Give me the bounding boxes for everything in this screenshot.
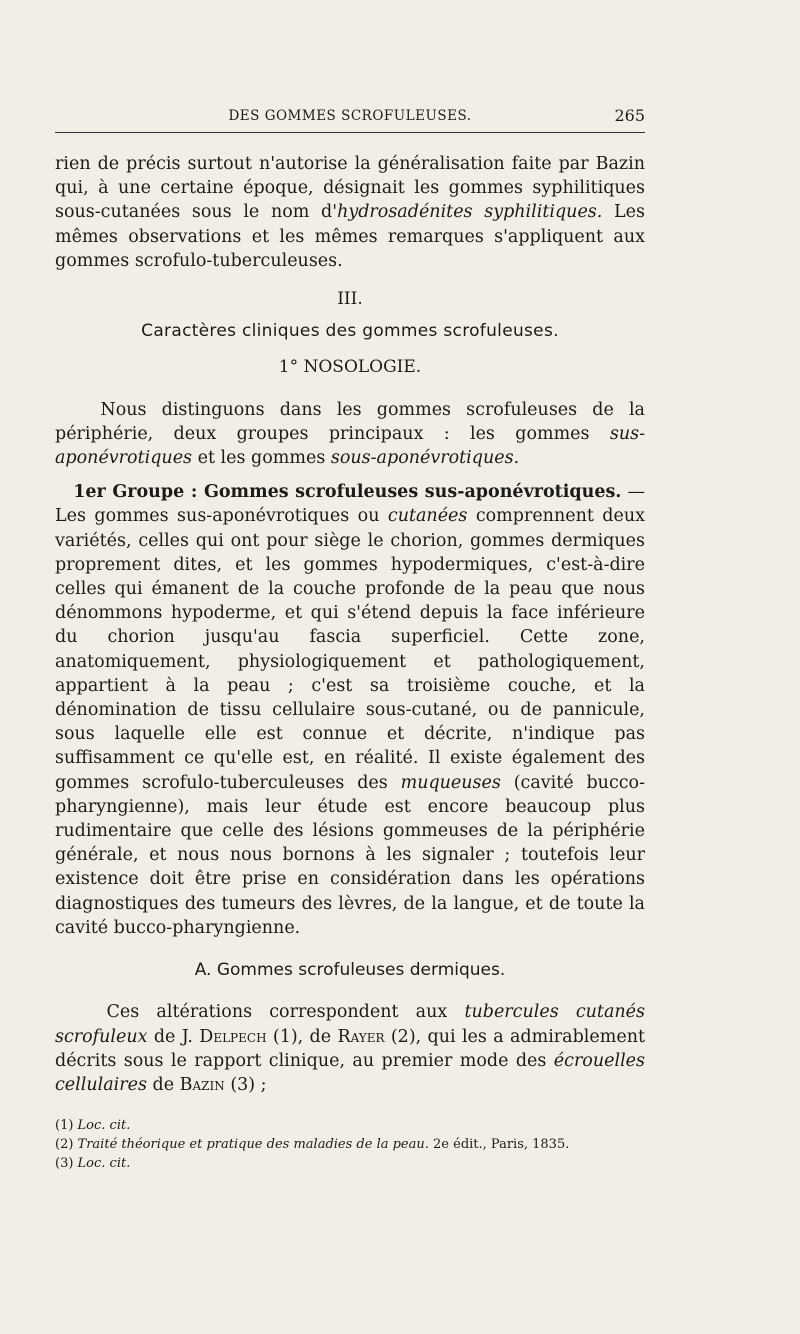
page-header: [55, 104, 645, 133]
page-number: 265: [614, 106, 645, 125]
subsection-a-heading: A. Gommes scrofuleuses dermiques.: [194, 960, 506, 981]
paragraph-groups: Nous distinguons dans les gommes scrofuleuses de la périphérie, deux groupes principaux : les gommes sus-aponévrotiques et les gommes sous-aponévrotiques.: [55, 399, 645, 469]
subsection-heading: 1° NOSOLOGIE.: [278, 357, 422, 378]
section-numeral: III.: [337, 289, 363, 310]
paragraph-dermal: Ces altérations correspondent aux tubercules cutanés scrofuleux de J. Delpech (1), de Rayer (2), qui les a admirablement décrits sous le rapport clinique, au premier mode des écrouelles cellulaires de Bazin (3) ;: [55, 1002, 645, 1095]
footnote-1: (1) Loc. cit.: [55, 1118, 131, 1133]
group-heading: 1er Groupe : Gommes scrofuleuses sus-aponévrotiques.: [73, 482, 622, 503]
section-heading: Caractères cliniques des gommes scrofuleuses.: [141, 321, 559, 342]
paragraph-intro: rien de précis surtout n'autorise la généralisation faite par Bazin qui, à une certaine époque, désignait les gommes syphilitiques sous-cutanées sous le nom d'hydrosadénites syphilitiques. Les mêmes observations et les mêmes remarques s'appliquent aux gommes scrofulo-tuberculeuses.: [55, 154, 646, 271]
footnote-2: (2) Traité théorique et pratique des maladies de la peau. 2e édit., Paris, 1835.: [55, 1137, 570, 1152]
running-title: DES GOMMES SCROFULEUSES.: [228, 108, 472, 124]
main-text: [55, 152, 645, 1097]
footnotes: [55, 1116, 645, 1173]
footnote-3: (3) Loc. cit.: [55, 1156, 131, 1171]
paragraph-first-group: 1er Groupe : Gommes scrofuleuses sus-aponévrotiques. — Les gommes sus-aponévrotiques ou cutanées comprennent deux variétés, celles qui ont pour siège le chorion, gommes dermiques proprement dites, et les gommes hypodermiques, c'est-à-dire celles qui émanent de la couche profonde de la peau que nous dénommons hypoderme, et qui s'étend depuis la face inférieure du chorion jusqu'au fascia superficiel. Cette zone, anatomiquement, physiologiquement et pathologiquement, appartient à la peau ; c'est sa troisième couche, et la dénomination de tissu cellulaire sous-cutané, ou de pannicule, sous laquelle elle est connue et décrite, n'indique pas suffisamment ce qu'elle est, en réalité. Il existe également des gommes scrofulo-tuberculeuses des muqueuses (cavité bucco-pharyngienne), mais leur étude est encore beaucoup plus rudimentaire que celle des lésions gommeuses de la périphérie générale, et nous nous bornons à les signaler ; toutefois leur existence doit être prise en considération dans les opérations diagnostiques des tumeurs des lèvres, de la langue, et de toute la cavité bucco-pharyngienne.: [55, 482, 646, 938]
